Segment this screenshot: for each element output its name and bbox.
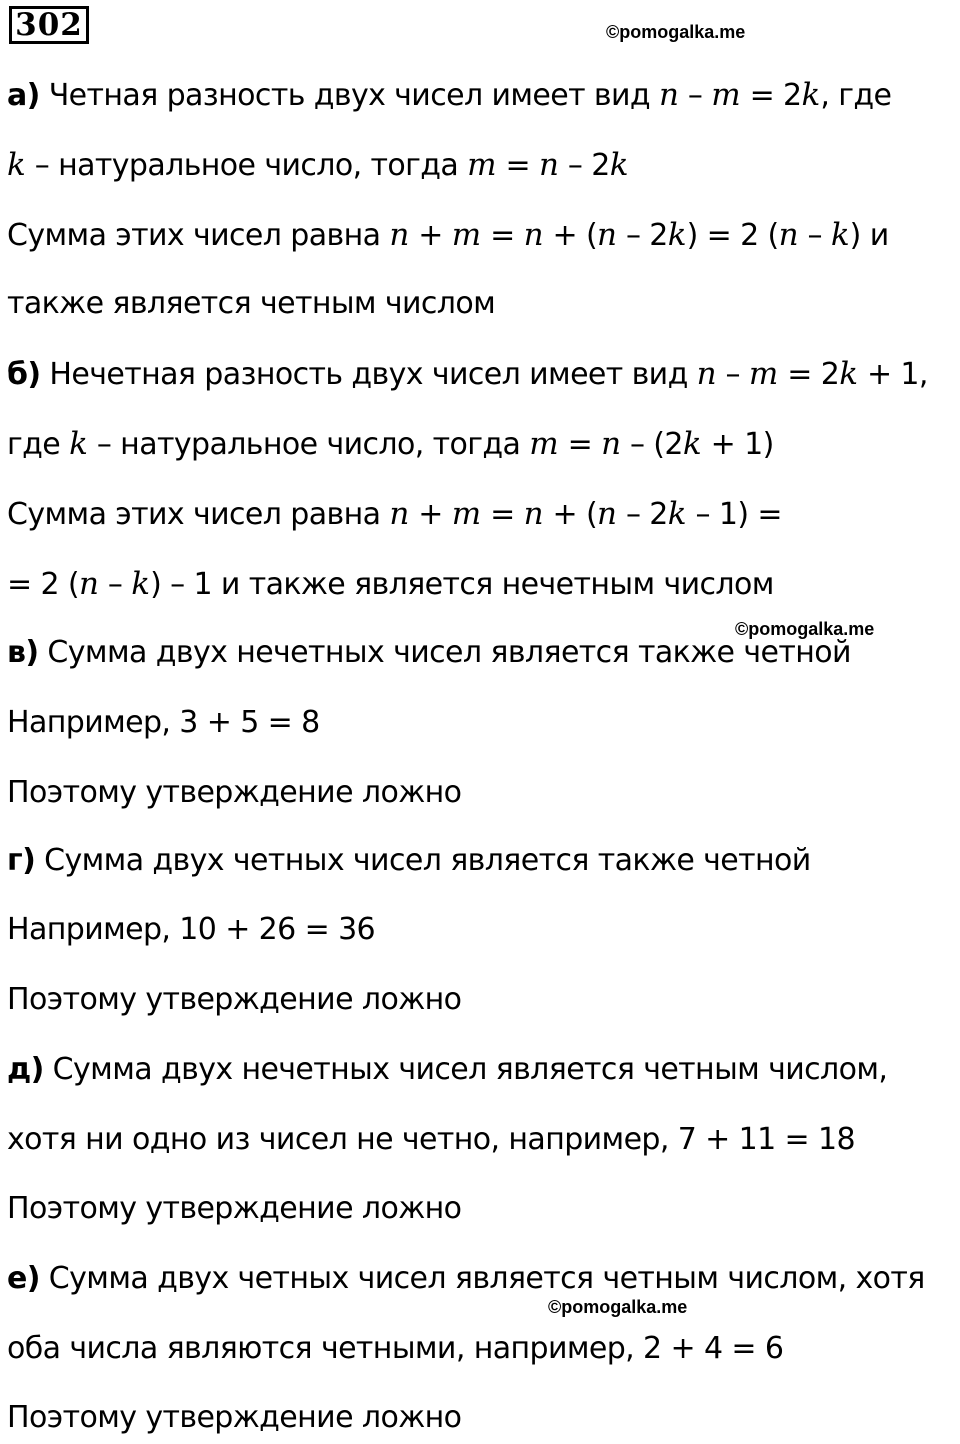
text-line	[7, 284, 495, 324]
text-run: –	[798, 218, 831, 253]
text-run: + 1,	[858, 357, 928, 392]
variable: m	[748, 356, 779, 392]
variable: m	[451, 217, 482, 253]
variable: k	[69, 426, 88, 462]
variable: m	[467, 147, 497, 183]
variable: n	[389, 217, 410, 253]
text-run: Нечетная разность двух чисел имеет вид	[40, 357, 697, 392]
text-run: Сумма этих чисел равна	[7, 218, 390, 253]
variable: k	[801, 77, 821, 113]
item-label: в)	[7, 635, 39, 670]
text-line	[7, 841, 811, 881]
text-run: + 1)	[701, 427, 774, 462]
text-run: – (2	[621, 427, 683, 462]
text-line	[7, 703, 320, 743]
watermark-middle: ©pomogalka.me	[735, 619, 875, 639]
text-line	[7, 1329, 783, 1369]
variable: m	[529, 426, 559, 462]
text-run: =	[496, 148, 539, 183]
text-run: ) – 1 и также является нечетным числом	[150, 567, 774, 602]
text-line	[7, 215, 889, 256]
item-label: г)	[7, 843, 36, 878]
text-run: Поэтому утверждение ложно	[7, 775, 462, 810]
text-line	[7, 564, 774, 605]
text-line	[7, 75, 891, 116]
text-run: =	[481, 497, 524, 532]
text-run: Например, 3 + 5 = 8	[7, 705, 320, 740]
item-label: е)	[7, 1261, 40, 1296]
text-line	[7, 980, 461, 1020]
text-run: хотя ни одно из чисел не четно, например, 7 + 11 = 18	[7, 1122, 856, 1157]
text-run: ) и	[849, 218, 889, 253]
text-line	[7, 494, 782, 535]
variable: n	[597, 217, 618, 253]
variable: m	[451, 496, 482, 532]
text-run: оба числа являются четными, например, 2 + 4 = 6	[7, 1331, 784, 1366]
text-run: – натуральное число, тогда	[25, 148, 468, 183]
text-run: , где	[820, 78, 892, 113]
variable: n	[389, 496, 410, 532]
text-run: – 1) =	[686, 497, 782, 532]
text-run: = 2	[740, 78, 802, 113]
text-run: Сумма двух нечетных чисел является четным числом,	[43, 1052, 888, 1087]
text-run: Четная разность двух чисел имеет вид	[39, 78, 659, 113]
text-run: + (	[543, 497, 598, 532]
variable: n	[79, 566, 99, 602]
text-run: + (	[543, 218, 598, 253]
text-run: = 2 (	[7, 567, 80, 602]
text-run: =	[558, 427, 602, 462]
text-run: где	[7, 427, 70, 462]
variable: n	[778, 217, 799, 253]
item-label: б)	[7, 357, 41, 392]
variable: k	[7, 147, 26, 183]
variable: n	[523, 217, 544, 253]
variable: n	[597, 496, 618, 532]
item-label: д)	[7, 1052, 44, 1087]
variable: k	[682, 426, 702, 462]
variable: n	[658, 77, 679, 113]
text-run: также является четным числом	[7, 286, 496, 321]
text-run: Поэтому утверждение ложно	[7, 1191, 462, 1226]
text-line	[7, 773, 461, 813]
text-line	[7, 424, 774, 465]
text-run: +	[409, 218, 452, 253]
variable: m	[711, 77, 741, 113]
text-run: ) = 2 (	[686, 218, 779, 253]
text-run: – 2	[617, 497, 668, 532]
text-run: Сумма этих чисел равна	[7, 497, 390, 532]
text-line	[7, 1189, 461, 1229]
text-run: –	[98, 567, 132, 602]
text-run: –	[678, 78, 712, 113]
text-run: Поэтому утверждение ложно	[7, 982, 462, 1017]
problem-number: 302	[9, 6, 89, 44]
item-label: а)	[7, 78, 40, 113]
text-line	[7, 1050, 887, 1090]
text-line	[7, 910, 375, 950]
text-run: Сумма двух четных чисел является четным числом, хотя	[39, 1261, 925, 1296]
variable: n	[601, 426, 622, 462]
variable: k	[839, 356, 859, 392]
text-line	[7, 1120, 855, 1160]
text-run: = 2	[778, 357, 840, 392]
text-run: =	[481, 218, 524, 253]
variable: k	[131, 566, 151, 602]
variable: n	[696, 356, 717, 392]
text-line	[7, 1259, 925, 1299]
text-run: Например, 10 + 26 = 36	[7, 912, 376, 947]
watermark-bottom: ©pomogalka.me	[548, 1297, 688, 1317]
text-run: Сумма двух четных чисел является также четной	[35, 843, 811, 878]
variable: n	[523, 496, 544, 532]
text-run: +	[409, 497, 452, 532]
variable: k	[667, 496, 687, 532]
text-line	[7, 354, 928, 395]
variable: k	[609, 147, 629, 183]
text-run: – 2	[617, 218, 668, 253]
text-line	[7, 145, 628, 186]
text-run: – натуральное число, тогда	[87, 427, 530, 462]
text-run: – 2	[558, 148, 610, 183]
text-line	[7, 1398, 461, 1438]
variable: k	[667, 217, 687, 253]
variable: k	[830, 217, 850, 253]
text-run: –	[716, 357, 749, 392]
text-run: Сумма двух нечетных чисел является также четной	[38, 635, 851, 670]
text-run: Поэтому утверждение ложно	[7, 1400, 462, 1435]
watermark-top: ©pomogalka.me	[606, 22, 746, 42]
variable: n	[538, 147, 559, 183]
text-line	[7, 633, 851, 673]
